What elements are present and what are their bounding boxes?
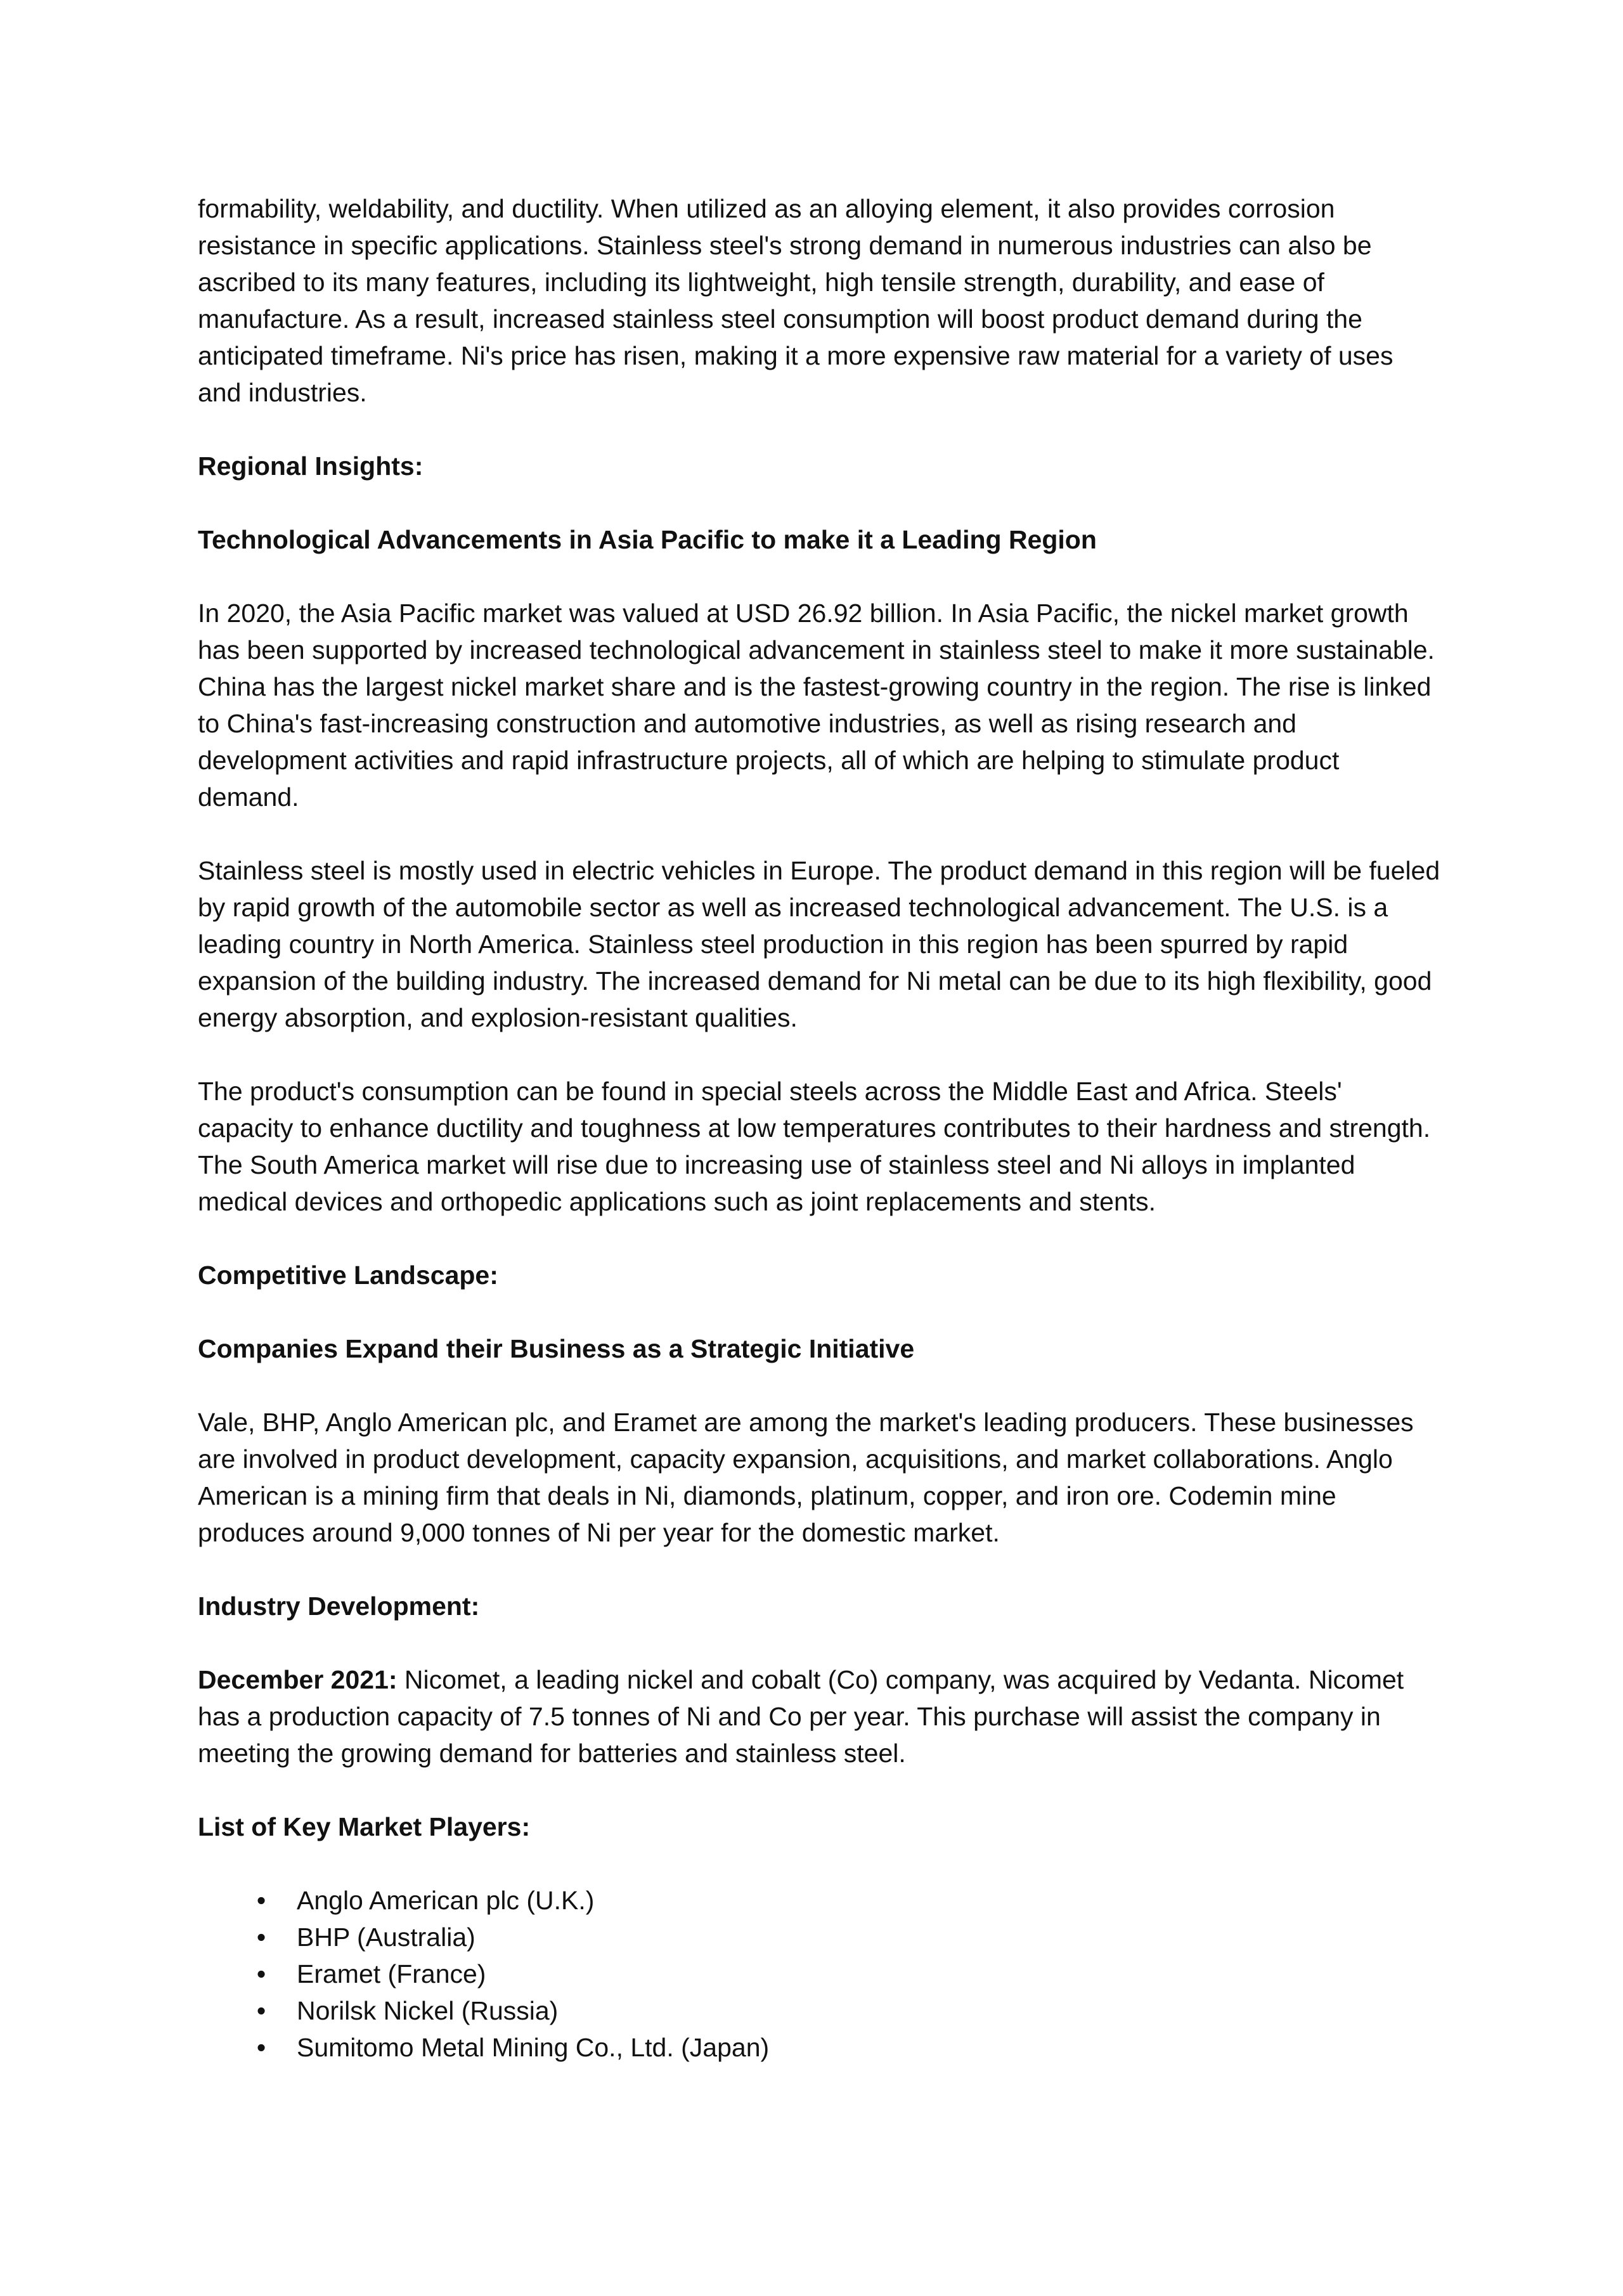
industry-development-text: Nicomet, a leading nickel and cobalt (Co) company, was acquired by Vedanta. Nicomet has a production capacity of 7.5 tonnes of Ni and Co per year. This purchase will assist the company in meeting the growing demand for batteries and stainless steel.	[198, 1665, 1404, 1768]
document-page	[198, 190, 1440, 2066]
regional-insights-subheading: Technological Advancements in Asia Pacific to make it a Leading Region	[198, 525, 1097, 554]
regional-insights-heading: Regional Insights:	[198, 451, 424, 481]
industry-development-date: December 2021:	[198, 1665, 398, 1694]
bullet-icon: •	[256, 1959, 266, 1988]
list-item-label: Anglo American plc (U.K.)	[297, 1886, 595, 1915]
competitive-landscape-subheading: Companies Expand their Business as a Strategic Initiative	[198, 1334, 915, 1363]
bullet-icon: •	[256, 1996, 266, 2025]
industry-development-paragraph	[198, 1661, 1440, 1772]
bullet-icon: •	[256, 1886, 266, 1915]
industry-development-heading: Industry Development:	[198, 1592, 480, 1621]
list-item	[198, 1882, 1440, 1919]
list-item	[198, 2029, 1440, 2066]
bullet-icon: •	[256, 2033, 266, 2062]
competitive-landscape-heading: Competitive Landscape:	[198, 1261, 498, 1290]
list-item-label: Eramet (France)	[297, 1959, 486, 1988]
list-item-label: BHP (Australia)	[297, 1923, 475, 1952]
asia-pacific-paragraph: In 2020, the Asia Pacific market was valued at USD 26.92 billion. In Asia Pacific, the nickel market growth has been supported by increased technological advancement in stainless steel to make it more sustainable. China has the largest nickel market share and is the fastest-growing country in the region. The rise is linked to China's fast-increasing construction and automotive industries, as well as rising research and development activities and rapid infrastructure projects, all of which are helping to stimulate product demand.	[198, 599, 1435, 812]
mea-south-america-paragraph: The product's consumption can be found in special steels across the Middle East and Africa. Steels' capacity to enhance ductility and toughness at low temperatures contributes to their hardness and strength. The South America market will rise due to increasing use of stainless steel and Ni alloys in implanted medical devices and orthopedic applications such as joint replacements and stents.	[198, 1077, 1431, 1216]
intro-paragraph: formability, weldability, and ductility. When utilized as an alloying element, it also provides corrosion resistance in specific applications. Stainless steel's strong demand in numerous industries can also be ascribed to its many features, including its lightweight, high tensile strength, durability, and ease of manufacture. As a result, increased stainless steel consumption will boost product demand during the anticipated timeframe. Ni's price has risen, making it a more expensive raw material for a variety of uses and industries.	[198, 194, 1393, 407]
bullet-icon: •	[256, 1923, 266, 1952]
list-item-label: Norilsk Nickel (Russia)	[297, 1996, 559, 2025]
list-item	[198, 1955, 1440, 1992]
list-item	[198, 1992, 1440, 2029]
key-players-heading: List of Key Market Players:	[198, 1812, 531, 1841]
competitive-landscape-paragraph: Vale, BHP, Anglo American plc, and Eramet are among the market's leading producers. These businesses are involved in product development, capacity expansion, acquisitions, and market collaborations. Anglo American is a mining firm that deals in Ni, diamonds, platinum, copper, and iron ore. Codemin mine produces around 9,000 tonnes of Ni per year for the domestic market.	[198, 1408, 1414, 1547]
key-players-list	[198, 1882, 1440, 2066]
europe-north-america-paragraph: Stainless steel is mostly used in electric vehicles in Europe. The product demand in this region will be fueled by rapid growth of the automobile sector as well as increased technological advancement. The U.S. is a leading country in North America. Stainless steel production in this region has been spurred by rapid expansion of the building industry. The increased demand for Ni metal can be due to its high flexibility, good energy absorption, and explosion-resistant qualities.	[198, 856, 1440, 1032]
list-item-label: Sumitomo Metal Mining Co., Ltd. (Japan)	[297, 2033, 770, 2062]
list-item	[198, 1919, 1440, 1955]
